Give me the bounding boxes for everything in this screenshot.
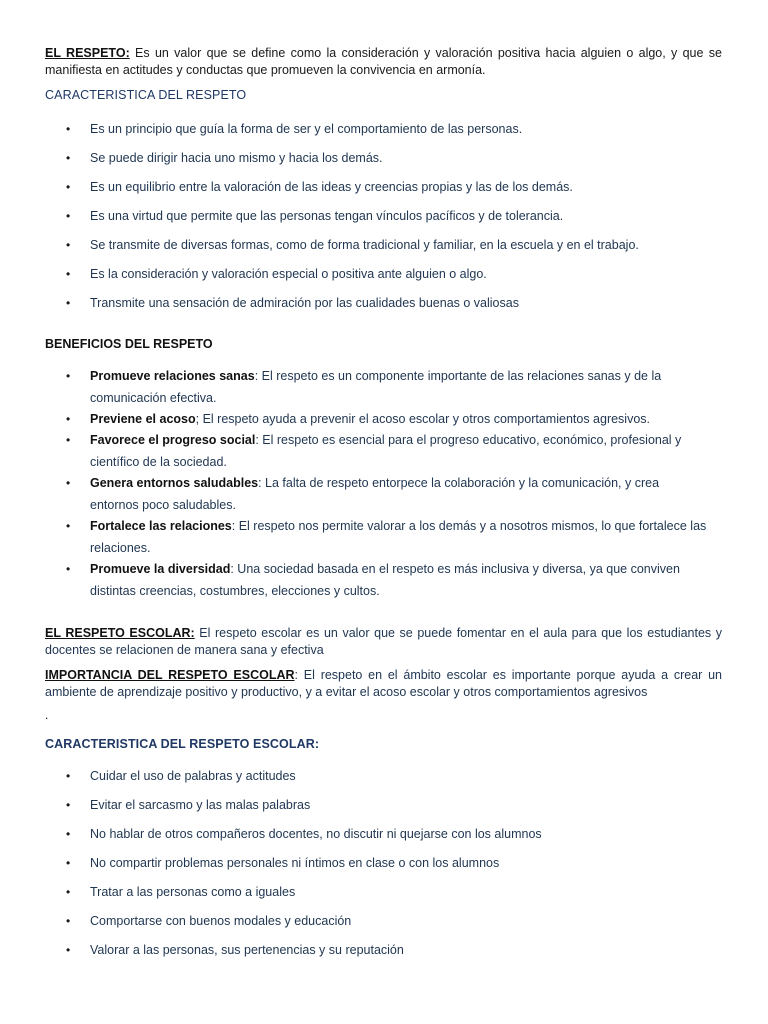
benefit-title: Promueve la diversidad <box>90 562 231 576</box>
bullet-icon: • <box>66 412 71 426</box>
school-text: El respeto escolar es un valor que se puede fomentar en el aula para que los estudiantes y docentes se relacionen de manera sana y efectiva <box>45 626 723 657</box>
importance-text: : El respeto en el ámbito escolar es importante porque ayuda a crear un ambiente de aprendizaje positivo y productivo, y a evitar el acoso escolar y otros comportamientos agresivos <box>45 668 722 699</box>
benefits-heading <box>45 337 213 351</box>
list-item-text: Cuidar el uso de palabras y actitudes <box>90 769 296 783</box>
bullet-icon: • <box>66 209 71 223</box>
bullet-icon: • <box>66 369 71 383</box>
bullet-icon: • <box>66 151 71 165</box>
benefit-title: Previene el acoso <box>90 412 196 426</box>
stray-period: . <box>45 708 49 722</box>
char-heading <box>45 88 246 102</box>
bullet-icon: • <box>66 885 71 899</box>
benefit-text: : Una sociedad basada en el respeto es más inclusiva y diversa, ya que conviven distintas creencias, costumbres, elecciones y cultos. <box>90 562 680 598</box>
importance-lead: IMPORTANCIA DEL RESPETO ESCOLAR <box>45 668 295 682</box>
bullet-icon: • <box>66 914 71 928</box>
list-item-text: Evitar el sarcasmo y las malas palabras <box>90 798 311 812</box>
list-item-text: Valorar a las personas, sus pertenencias y su reputación <box>90 943 404 957</box>
list-item-text: Transmite una sensación de admiración por las cualidades buenas o valiosas <box>90 296 519 310</box>
benefit-text: : El respeto nos permite valorar a los demás y a nosotros mismos, lo que fortalece las relaciones. <box>90 519 707 555</box>
bullet-icon: • <box>66 122 71 136</box>
bullet-icon: • <box>66 476 71 490</box>
benefit-text: : La falta de respeto entorpece la colaboración y la comunicación, y crea entornos poco saludables. <box>90 476 660 512</box>
school-char-heading-text: CARACTERISTICA DEL RESPETO ESCOLAR: <box>45 737 320 751</box>
benefit-text: ; El respeto ayuda a prevenir el acoso escolar y otros comportamientos agresivos. <box>195 412 651 426</box>
importance-paragraph <box>45 667 722 701</box>
bullet-icon: • <box>66 433 71 447</box>
list-item-text: No compartir problemas personales ni íntimos en clase o con los alumnos <box>90 856 500 870</box>
bullet-icon: • <box>66 180 71 194</box>
intro-paragraph <box>45 45 722 79</box>
list-item-text: Es la consideración y valoración especial o positiva ante alguien o algo. <box>90 267 487 281</box>
benefits-heading-text: BENEFICIOS DEL RESPETO <box>45 337 213 351</box>
list-item-text: Tratar a las personas como a iguales <box>90 885 296 899</box>
list-item-text: Es un equilibrio entre la valoración de las ideas y creencias propias y las de los demás. <box>90 180 573 194</box>
intro-text: Es un valor que se define como la consideración y valoración positiva hacia alguien o algo, y que se manifiesta en actitudes y conductas que promueven la convivencia en armonía. <box>45 46 722 77</box>
bullet-icon: • <box>66 238 71 252</box>
benefit-title: Promueve relaciones sanas <box>90 369 255 383</box>
benefit-title: Fortalece las relaciones <box>90 519 232 533</box>
list-item-text: Se transmite de diversas formas, como de forma tradicional y familiar, en la escuela y en el trabajo. <box>90 238 639 252</box>
list-item-text: Se puede dirigir hacia uno mismo y hacia los demás. <box>90 151 383 165</box>
bullet-icon: • <box>66 798 71 812</box>
intro-lead: EL RESPETO: <box>45 46 130 60</box>
bullet-icon: • <box>66 267 71 281</box>
bullet-icon: • <box>66 562 71 576</box>
bullet-icon: • <box>66 943 71 957</box>
list-item-text: No hablar de otros compañeros docentes, no discutir ni quejarse con los alumnos <box>90 827 542 841</box>
benefit-text: : El respeto es un componente importante de las relaciones sanas y de la comunicación efectiva. <box>90 369 662 405</box>
benefit-title: Genera entornos saludables <box>90 476 259 490</box>
benefit-title: Favorece el progreso social <box>90 433 256 447</box>
school-paragraph <box>45 625 722 659</box>
char-heading-text: CARACTERISTICA DEL RESPETO <box>45 88 247 102</box>
bullet-icon: • <box>66 519 71 533</box>
list-item-text: Es un principio que guía la forma de ser y el comportamiento de las personas. <box>90 122 523 136</box>
school-lead: EL RESPETO ESCOLAR: <box>45 626 195 640</box>
list-item-text: Es una virtud que permite que las personas tengan vínculos pacíficos y de tolerancia. <box>90 209 564 223</box>
list-item-text: Comportarse con buenos modales y educación <box>90 914 352 928</box>
bullet-icon: • <box>66 769 71 783</box>
school-char-heading <box>45 737 319 751</box>
benefit-text: : El respeto es esencial para el progreso educativo, económico, profesional y científico de la sociedad. <box>90 433 682 469</box>
bullet-icon: • <box>66 827 71 841</box>
bullet-icon: • <box>66 856 71 870</box>
bullet-icon: • <box>66 296 71 310</box>
